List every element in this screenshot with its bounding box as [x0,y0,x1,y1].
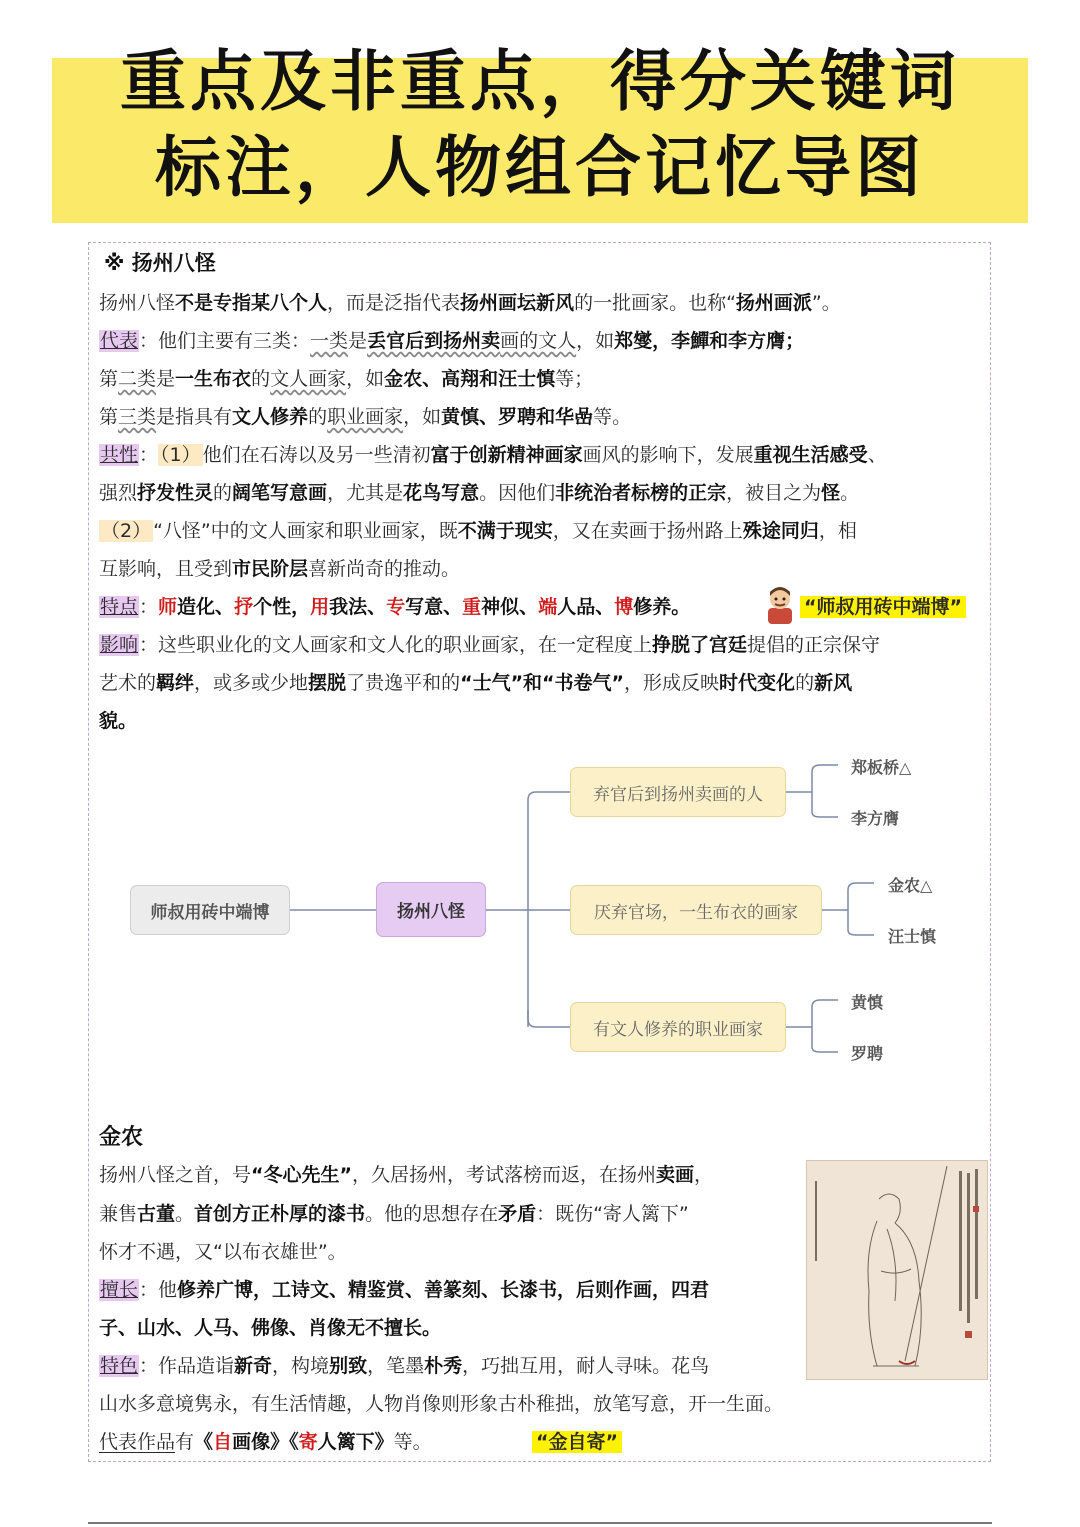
bottom-divider [88,1522,992,1524]
text: ，巧拙互用，耐人寻味。花鸟 [462,1355,710,1377]
jinnong-p1 [99,1161,713,1189]
text: 阔笔写意画 [232,482,328,504]
text: 人篱下》 [317,1431,394,1453]
key-char: 师 [158,596,178,618]
text: 不是专指某八个人 [175,292,328,314]
text: 别致 [329,1355,368,1377]
text: 职业画家 [327,406,404,428]
mindmap-branch-3: 有文人修养的职业画家 [570,1002,786,1052]
text: 抒发性灵 [137,482,214,504]
text: 怪 [821,482,841,504]
text: ，构境 [272,1355,330,1377]
text: 古董 [137,1203,176,1225]
text: 扬州八怪之首，号 [99,1164,252,1186]
text: 是指具有 [156,406,233,428]
text: ： [139,596,159,618]
text: 重视生活感受 [753,444,868,466]
text: 市民阶层 [232,558,309,580]
text: 。他的思想存在 [365,1203,499,1225]
key-char: 自 [213,1431,233,1453]
text: ，如 [346,368,385,390]
text: 的 [795,672,815,694]
text: 了贵逸平和的 [346,672,461,694]
text: 我法、 [329,596,387,618]
text: 画风的影响下，发展 [582,444,754,466]
text: 修养广博，工诗文、精鉴赏、善篆刻、长漆书，后则作画，四君 [177,1279,710,1301]
text: 摆脱 [308,672,347,694]
text: 一类 [310,330,349,352]
mindmap-leaf: 汪士慎 [888,927,937,946]
text: 文人画家 [270,368,347,390]
text: 《 [194,1431,214,1453]
text: 非统治者标榜的正宗 [555,482,727,504]
text: 首创方正朴厚的漆书 [194,1203,366,1225]
text: 是 [348,330,368,352]
text: 喜新尚奇的推动。 [308,558,461,580]
text: 貌。 [99,710,138,732]
text: 扬州画派 [735,292,812,314]
text: ，如 [403,406,442,428]
text: ，尤其是 [327,482,404,504]
jinnong-skills-2 [99,1314,441,1342]
text: 新风 [814,672,853,694]
jinnong-style-2: 山水多意境隽永，有生活情趣，人物肖像则形象古朴稚拙，放笔写意，开一生面。 [99,1393,784,1415]
section-heading-jinnong: 金农 [99,1125,144,1150]
text: 的 [251,368,271,390]
mindmap-branch-2: 厌弃官场，一生布衣的画家 [570,885,822,935]
text: ，又在卖画于扬州路上 [552,520,743,542]
text: 的一批画家。也称“ [574,292,736,314]
text: ：这些职业化的文人画家和文人化的职业画家，在一定程度上 [139,634,653,656]
text: ，相 [818,520,857,542]
text: 一生布衣 [175,368,252,390]
jinnong-style-1 [99,1352,709,1380]
mindmap-leaf: 李方膺 [851,809,900,828]
text: 扬州画坛新风 [460,292,575,314]
text: ，笔墨 [367,1355,425,1377]
text: ，久居扬州，考试落榜而返，在扬州 [352,1164,657,1186]
text: 画的文人 [500,330,577,352]
text: 强烈 [99,482,138,504]
number-badge: （1） [160,444,201,466]
text: 画像》《 [232,1431,299,1453]
tag-representative: 代表 [100,330,139,352]
key-char: 专 [386,596,406,618]
mindmap-leaf: 罗聘 [851,1044,884,1063]
text: 修养。 [633,596,691,618]
tag-skills: 擅长 [100,1279,139,1301]
tag-commonality: 共性 [100,444,139,466]
key-char: 抒 [234,596,254,618]
text: ，如 [576,330,615,352]
tag-features: 特点 [100,596,139,618]
text: 富于创新精神画家 [430,444,583,466]
mnemonic-highlight: “金自寄” [532,1431,622,1453]
text: 有 [175,1431,195,1453]
key-char: 用 [310,596,330,618]
text: ，被目之为 [726,482,822,504]
mindmap-branch-1: 弃官后到扬州卖画的人 [570,767,786,817]
text: 代表作品 [99,1431,176,1453]
key-char: 端 [538,596,558,618]
text: 等。 [393,1431,432,1453]
page-title-line1: 重点及非重点，得分关键词 [120,43,960,120]
mindmap-root-node: 师叔用砖中端博 [130,885,290,935]
text: 是 [156,368,176,390]
text: 人品、 [557,596,615,618]
text: ，形成反映 [624,672,720,694]
text: 矛盾 [498,1203,537,1225]
section-heading-yangzhou: ※ 扬州八怪 [104,251,216,275]
key-char: 博 [614,596,634,618]
tag-style: 特色 [100,1355,139,1377]
text: 。 [175,1203,195,1225]
text: 。因他们 [479,482,556,504]
text: 。 [840,482,860,504]
page-title-line2: 标注，人物组合记忆导图 [155,129,925,206]
text: 不满于现实 [457,520,553,542]
text: ：他 [139,1279,178,1301]
text: 郑燮，李鱓和李方膺； [614,330,805,352]
text: 等； [555,368,594,390]
text: 朴秀 [424,1355,463,1377]
portrait-drawing-icon [807,1161,987,1379]
text: 子、山水、人马、佛像、肖像无不擅长。 [99,1317,442,1339]
text: 的 [213,482,233,504]
text: 互影响，且受到 [99,558,233,580]
text: ：作品造诣 [139,1355,235,1377]
text: ：他们主要有三类： [139,330,311,352]
text: 写意、 [405,596,463,618]
works-mnemonic [532,1428,622,1456]
jinnong-skills-1 [99,1276,709,1304]
text: 金农、高翔和汪士慎 [384,368,556,390]
text: 卖画 [656,1164,695,1186]
text: ， [694,1164,714,1186]
text: 殊途同归 [742,520,819,542]
text: 他们在石涛以及另一些清初 [202,444,431,466]
text: 的 [308,406,328,428]
text: ： [139,444,159,466]
text: 造化、 [177,596,235,618]
text: 羁绊 [156,672,195,694]
text: 艺术的 [99,672,157,694]
text: 二类 [118,368,157,390]
tag-influence: 影响 [100,634,139,656]
text: ：既伤“寄人篱下” [536,1203,689,1225]
jinnong-p2 [99,1200,689,1228]
text: ，或多或少地 [194,672,309,694]
number-badge: （2） [101,520,152,542]
text: 第 [99,406,119,428]
text: “士气”和“书卷气” [460,672,625,694]
text: 等。 [593,406,632,428]
text: 挣脱了宫廷 [652,634,748,656]
text: ”。 [811,292,841,314]
jinnong-p3: 怀才不遇，又“以布衣雄世”。 [99,1241,347,1263]
text: 神似、 [481,596,539,618]
text: 第 [99,368,119,390]
jinnong-portrait-image [806,1160,988,1380]
text: 三类 [118,406,157,428]
text: 花鸟写意 [403,482,480,504]
text: 丢官后到扬州卖 [367,330,501,352]
jinnong-works [99,1428,432,1456]
text: 黄慎、罗聘和华嵒 [441,406,594,428]
text: 兼售 [99,1203,138,1225]
key-char: 重 [462,596,482,618]
text: 、 [867,444,887,466]
text: “冬心先生” [251,1164,352,1186]
mnemonic-highlight: “师叔用砖中端博” [800,596,966,618]
text: 文人修养 [232,406,309,428]
mindmap-leaf: 黄慎 [851,993,884,1012]
text: 个性， [253,596,311,618]
mindmap-center-node: 扬州八怪 [376,882,486,937]
mindmap-leaf: 金农△ [888,876,933,895]
text: 扬州八怪 [99,292,176,314]
text: 提倡的正宗保守 [747,634,881,656]
key-char: 寄 [298,1431,318,1453]
mindmap-leaf: 郑板桥△ [851,758,912,777]
text: “八怪”中的文人画家和职业画家，既 [153,520,458,542]
text: 时代变化 [719,672,796,694]
text: ，而是泛指代表 [327,292,461,314]
text: 新奇 [234,1355,273,1377]
